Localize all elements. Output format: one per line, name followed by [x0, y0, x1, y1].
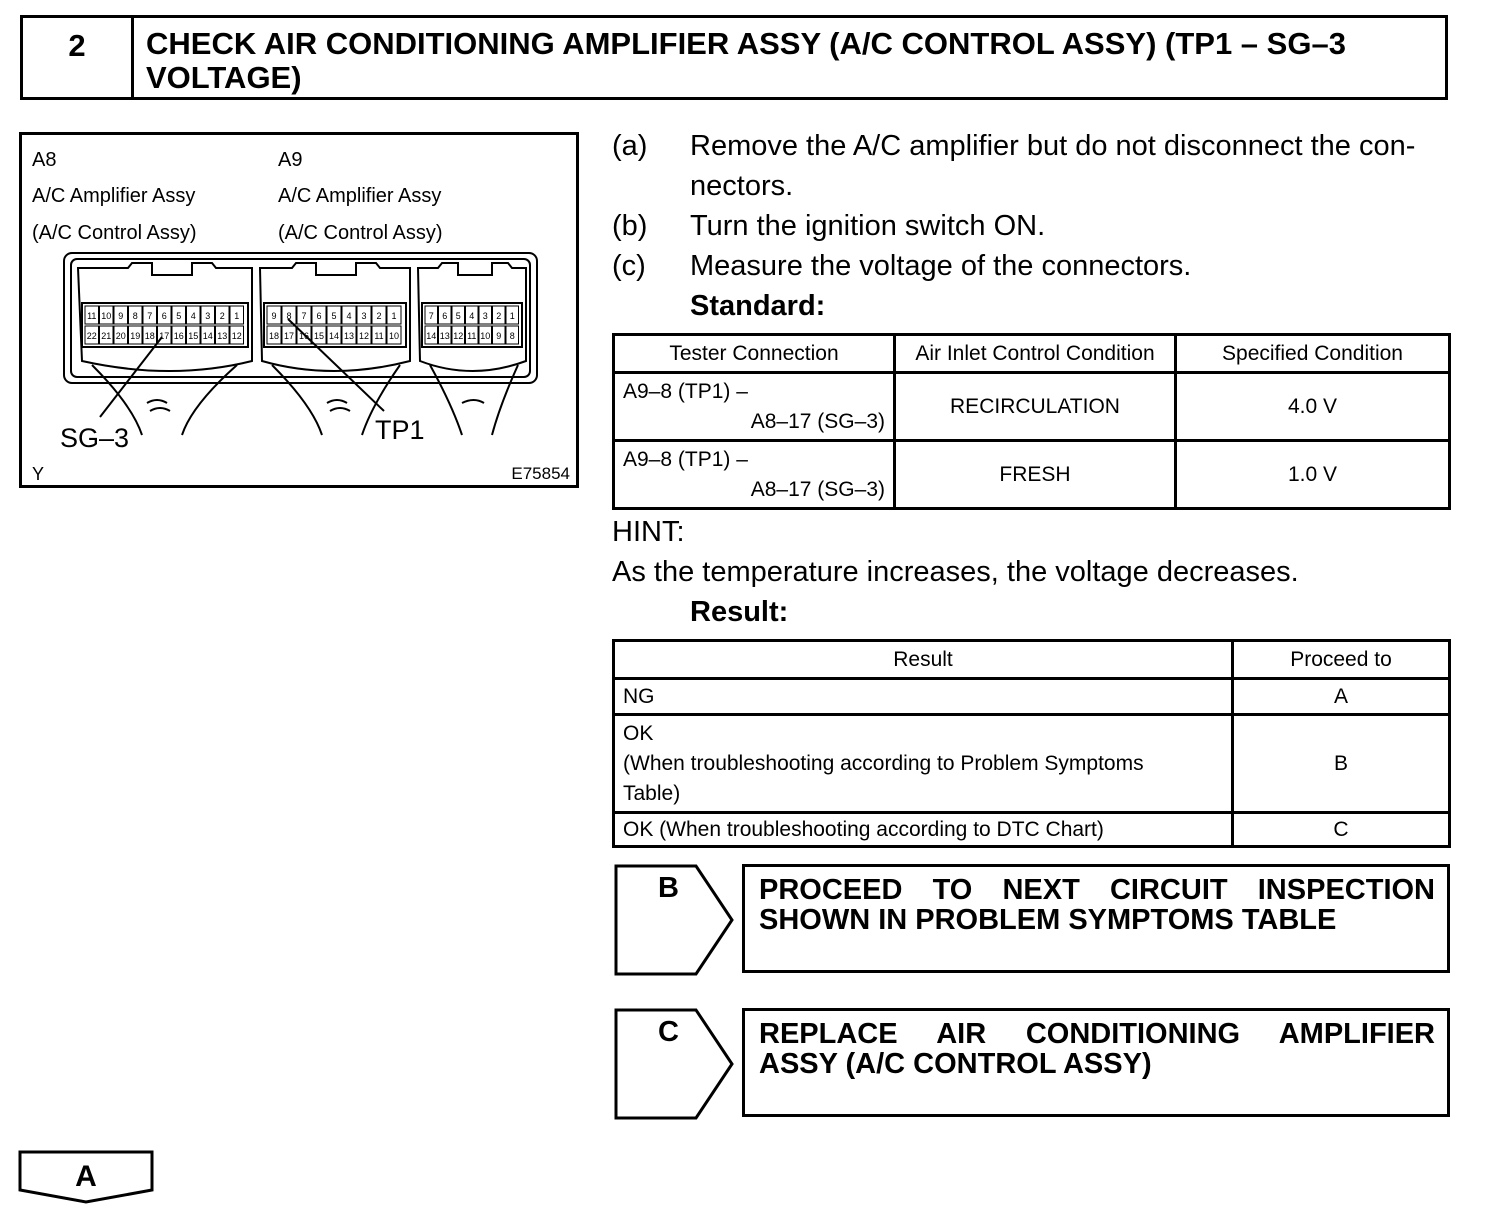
svg-text:5: 5: [455, 311, 461, 321]
svg-text:2: 2: [376, 311, 382, 321]
hint-label: HINT:: [612, 516, 685, 548]
svg-text:17: 17: [159, 331, 170, 341]
table-row: [614, 679, 1450, 715]
svg-text:8: 8: [132, 311, 138, 321]
result-label: Result:: [690, 596, 789, 628]
svg-text:19: 19: [130, 331, 141, 341]
third-connector-pin-cell: [493, 326, 506, 344]
a8-pin-cell: [114, 326, 128, 344]
third-connector-pin-cell: [439, 306, 452, 324]
a9-pin-cell: [357, 326, 371, 344]
connector-figure: [19, 132, 579, 488]
step-c: [612, 246, 1452, 286]
a8-pin-cell: [172, 326, 186, 344]
a8-pin-cell: [143, 306, 157, 324]
table-header-row: [614, 335, 1450, 373]
third-connector-pin-cell: [425, 306, 438, 324]
a8-pin-cell: [85, 306, 99, 324]
tester-connection-cell: [614, 373, 895, 441]
proceed-line: ASSY (A/C CONTROL ASSY): [759, 1048, 1152, 1080]
result-line: OK: [623, 721, 654, 745]
svg-text:17: 17: [283, 331, 295, 341]
proceed-cell: C: [1233, 813, 1450, 847]
proceed-letter: B: [658, 872, 679, 904]
a8-pin-cell: [114, 306, 128, 324]
a8-id-label: A8: [32, 149, 57, 171]
svg-text:10: 10: [480, 331, 491, 341]
step-text: Turn the ignition switch ON.: [690, 210, 1046, 242]
a9-pin-cell: [282, 326, 296, 344]
a9-pin-cell: [387, 306, 401, 324]
svg-text:4: 4: [469, 311, 475, 321]
sg3-callout: SG–3: [60, 423, 130, 453]
svg-text:13: 13: [217, 331, 228, 341]
proceed-line: REPLACE AIR CONDITIONING AMPLIFIER: [759, 1018, 1435, 1050]
standard-table: [612, 333, 1451, 510]
svg-text:13: 13: [439, 331, 450, 341]
svg-text:12: 12: [453, 331, 464, 341]
a9-pin-cell: [312, 326, 326, 344]
third-connector-pin-cell: [506, 326, 519, 344]
conn-b: A8–17 (SG–3): [750, 477, 885, 501]
svg-text:14: 14: [202, 331, 213, 341]
header-cell: Proceed to: [1233, 641, 1450, 679]
svg-text:12: 12: [358, 331, 370, 341]
svg-text:13: 13: [343, 331, 355, 341]
svg-text:10: 10: [101, 311, 112, 321]
a9-pin-cell: [372, 326, 386, 344]
svg-text:7: 7: [428, 311, 434, 321]
svg-text:16: 16: [173, 331, 184, 341]
tester-connection-cell: [614, 441, 895, 509]
step-letter: (b): [612, 210, 648, 242]
svg-text:6: 6: [161, 311, 167, 321]
step-text: Remove the A/C amplifier but do not disconnect the con-nectors.: [690, 130, 1416, 202]
svg-text:6: 6: [316, 311, 322, 321]
svg-text:8: 8: [509, 331, 515, 341]
a9-id-label: A9: [278, 149, 303, 171]
step-title: CHECK AIR CONDITIONING AMPLIFIER ASSY (A/C CONTROL ASSY) (TP1 – SG–3 VOLTAGE): [146, 26, 1346, 95]
a9-pin-cell: [327, 326, 341, 344]
spec-cell: 4.0 V: [1176, 373, 1450, 441]
a9-sub-label: (A/C Control Assy): [278, 222, 443, 244]
condition-cell: FRESH: [895, 441, 1176, 509]
result-cell: [614, 715, 1233, 813]
proceed-cell: A: [1233, 679, 1450, 715]
a8-pin-cell: [201, 306, 215, 324]
procedure-steps: [612, 126, 1452, 326]
result-cell: OK (When troubleshooting according to DTC Chart): [614, 813, 1233, 847]
third-connector-pin-cell: [479, 306, 492, 324]
a8-pin-cell: [100, 306, 114, 324]
svg-text:14: 14: [328, 331, 340, 341]
proceed-text: [742, 1008, 1450, 1117]
a8-pin-cell: [129, 326, 143, 344]
figure-code: E75854: [511, 464, 570, 483]
header-cell: Specified Condition: [1176, 335, 1450, 373]
result-line: (When troubleshooting according to Problem Symptoms: [623, 751, 1144, 775]
svg-text:11: 11: [374, 331, 384, 341]
a8-pin-cell: [230, 326, 244, 344]
third-connector-pin-cell: [466, 306, 479, 324]
proceed-cell: B: [1233, 715, 1450, 813]
header-cell: Air Inlet Control Condition: [895, 335, 1176, 373]
step-number: 2: [23, 18, 134, 97]
a8-pin-cell: [129, 306, 143, 324]
proceed-line: PROCEED TO NEXT CIRCUIT INSPECTION: [759, 874, 1435, 906]
svg-text:5: 5: [176, 311, 182, 321]
svg-text:4: 4: [190, 311, 196, 321]
svg-text:11: 11: [87, 311, 97, 321]
proceed-box-c: [612, 1008, 1452, 1121]
a9-pin-cell: [267, 326, 281, 344]
table-row: [614, 373, 1450, 441]
step-header: [20, 15, 1448, 100]
a8-sub-label: (A/C Control Assy): [32, 222, 197, 244]
spec-cell: 1.0 V: [1176, 441, 1450, 509]
conn-b: A8–17 (SG–3): [750, 409, 885, 433]
a9-pin-cell: [297, 306, 311, 324]
svg-text:16: 16: [298, 331, 310, 341]
svg-text:2: 2: [496, 311, 502, 321]
third-connector-pin-cell: [493, 306, 506, 324]
svg-text:12: 12: [231, 331, 242, 341]
svg-text:14: 14: [426, 331, 437, 341]
table-row: [614, 441, 1450, 509]
step-text: Measure the voltage of the connectors.: [690, 250, 1192, 282]
step-b: [612, 206, 1452, 246]
proceed-text: [742, 864, 1450, 973]
hint-text: As the temperature increases, the voltage decreases.: [612, 556, 1299, 588]
table-row: [614, 813, 1450, 847]
header-cell: Result: [614, 641, 1233, 679]
svg-text:15: 15: [188, 331, 199, 341]
svg-text:18: 18: [268, 331, 280, 341]
third-connector-pin-cell: [439, 326, 452, 344]
standard-label: Standard:: [690, 290, 826, 322]
svg-text:3: 3: [482, 311, 488, 321]
conn-a: A9–8 (TP1) –: [623, 379, 748, 403]
a8-pin-cell: [172, 306, 186, 324]
step-letter: (c): [612, 250, 646, 282]
third-connector-pin-cell: [425, 326, 438, 344]
svg-text:5: 5: [331, 311, 337, 321]
condition-cell: RECIRCULATION: [895, 373, 1176, 441]
third-connector-pin-cell: [452, 306, 465, 324]
proceed-letter: C: [658, 1016, 679, 1048]
a9-pin-cell: [267, 306, 281, 324]
table-header-row: [614, 641, 1450, 679]
result-cell: NG: [614, 679, 1233, 715]
a9-pin-cell: [312, 306, 326, 324]
svg-text:1: 1: [509, 311, 515, 321]
svg-text:7: 7: [147, 311, 153, 321]
a8-pin-cell: [158, 306, 172, 324]
result-table: [612, 639, 1451, 848]
svg-text:2: 2: [219, 311, 225, 321]
svg-text:3: 3: [205, 311, 211, 321]
table-row: [614, 715, 1450, 813]
svg-text:8: 8: [286, 311, 292, 321]
a9-pin-cell: [387, 326, 401, 344]
tp1-callout: TP1: [375, 415, 425, 445]
a8-pin-cell: [201, 326, 215, 344]
a9-pin-cell: [372, 306, 386, 324]
a8-pin-cell: [85, 326, 99, 344]
a8-name-label: A/C Amplifier Assy: [32, 185, 196, 207]
svg-text:15: 15: [313, 331, 325, 341]
svg-text:9: 9: [271, 311, 277, 321]
svg-text:1: 1: [391, 311, 397, 321]
third-connector-pin-cell: [506, 306, 519, 324]
svg-text:4: 4: [346, 311, 352, 321]
a8-pin-cell: [143, 326, 157, 344]
a8-pin-cell: [216, 326, 230, 344]
svg-text:11: 11: [467, 331, 477, 341]
proceed-line: SHOWN IN PROBLEM SYMPTOMS TABLE: [759, 904, 1337, 936]
a9-name-label: A/C Amplifier Assy: [278, 185, 442, 207]
svg-text:20: 20: [115, 331, 126, 341]
svg-text:9: 9: [496, 331, 502, 341]
svg-text:9: 9: [118, 311, 124, 321]
a9-pin-cell: [357, 306, 371, 324]
step-a: [612, 126, 1452, 206]
svg-text:6: 6: [442, 311, 448, 321]
third-connector-pin-cell: [452, 326, 465, 344]
conn-a: A9–8 (TP1) –: [623, 447, 748, 471]
result-line: Table): [623, 781, 681, 805]
corner-code: Y: [32, 464, 45, 484]
a8-pin-cell: [187, 326, 201, 344]
hint-section: [612, 512, 1452, 632]
a8-pin-cell: [187, 306, 201, 324]
svg-text:10: 10: [388, 331, 400, 341]
svg-text:18: 18: [144, 331, 155, 341]
a9-pin-cell: [342, 306, 356, 324]
svg-text:21: 21: [101, 331, 112, 341]
a8-pin-cell: [216, 306, 230, 324]
svg-text:7: 7: [301, 311, 307, 321]
proceed-box-b: [612, 864, 1452, 977]
svg-text:3: 3: [361, 311, 367, 321]
header-cell: Tester Connection: [614, 335, 895, 373]
a9-pin-cell: [342, 326, 356, 344]
svg-text:1: 1: [234, 311, 240, 321]
a8-pin-cell: [230, 306, 244, 324]
proceed-arrow-a: [18, 1150, 158, 1211]
arrow-letter: A: [75, 1160, 97, 1193]
third-connector-pin-cell: [479, 326, 492, 344]
svg-text:22: 22: [86, 331, 97, 341]
a9-pin-cell: [327, 306, 341, 324]
a8-pin-cell: [100, 326, 114, 344]
third-connector-pin-cell: [466, 326, 479, 344]
step-letter: (a): [612, 130, 648, 162]
